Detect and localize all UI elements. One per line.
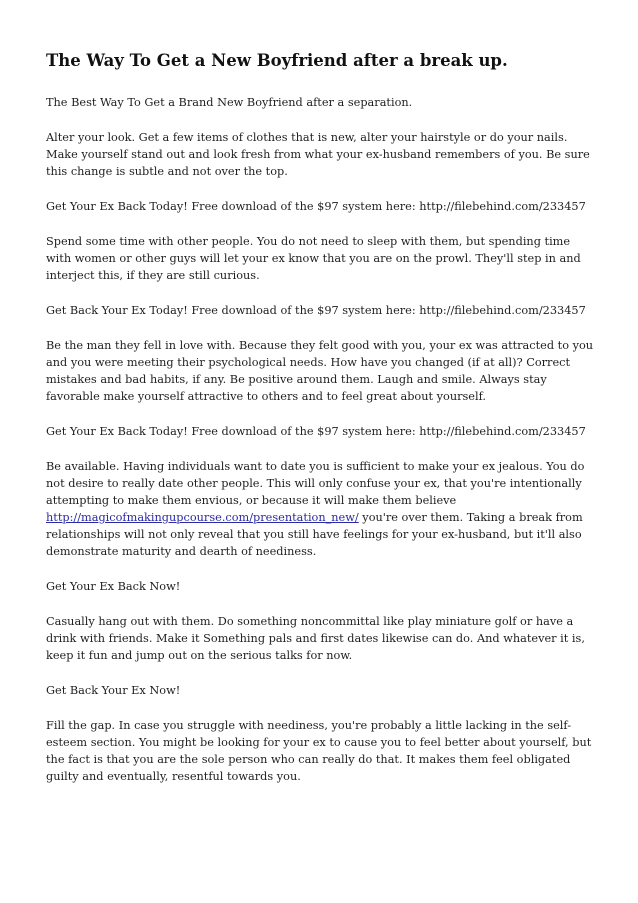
paragraph-get-back-ex-now: Get Back Your Ex Now! [46,684,181,697]
paragraph-get-ex-back-now: Get Your Ex Back Now! [46,580,181,593]
paragraph-promo-3: Get Your Ex Back Today! Free download of the $97 system here: http://filebehind.com/233457 [46,425,586,438]
paragraph-be-available-text-after: you're over them. Taking a break from relationships will not only reveal that you still have feelings for your ex-husband, but it'll also demonstrate maturity and dearth of neediness. [46,511,583,558]
document-page [46,50,594,803]
paragraph-alter-look: Alter your look. Get a few items of clothes that is new, alter your hairstyle or do your nails. Make yourself stand out and look fresh from what your ex-husband remembers of you. Be sure this change is subtle and not over the top. [46,131,590,178]
paragraph-spend-time: Spend some time with other people. You do not need to sleep with them, but spending time with women or other guys will let your ex know that you are on the prowl. They'll step in and interject this, if they are still curious. [46,235,581,282]
paragraph-be-available-text-before: Be available. Having individuals want to date you is sufficient to make your ex jealous. You do not desire to really date other people. This will only confuse your ex, that you're intentionally attempting to make them envious, or because it will make them believe [46,460,585,507]
paragraph-promo-2: Get Back Your Ex Today! Free download of the $97 system here: http://filebehind.com/233457 [46,304,586,317]
presentation-link[interactable]: http://magicofmakingupcourse.com/presentation_new/ [46,511,359,524]
paragraph-be-the-man: Be the man they fell in love with. Because they felt good with you, your ex was attracted to you and you were meeting their psychological needs. How have you changed (if at all)? Correct mistakes and bad habits, if any. Be positive around them. Laugh and smile. Always stay favorable make yourself attractive to others and to feel great about yourself. [46,339,594,403]
paragraph-promo-1: Get Your Ex Back Today! Free download of the $97 system here: http://filebehind.com/233457 [46,200,586,213]
document-title: The Way To Get a New Boyfriend after a break up. [46,51,508,70]
paragraph-intro: The Best Way To Get a Brand New Boyfriend after a separation. [46,96,413,109]
paragraph-be-available [46,458,594,560]
paragraph-hang-out: Casually hang out with them. Do something noncommittal like play miniature golf or have a drink with friends. Make it Something pals and first dates likewise can do. And whatever it is, keep it fun and jump out on the serious talks for now. [46,615,585,662]
paragraph-fill-the-gap: Fill the gap. In case you struggle with neediness, you're probably a little lacking in the self-esteem section. You might be looking for your ex to cause you to feel better about yourself, but the fact is that you are the sole person who can really do that. It makes them feel obligated guilty and eventually, resentful towards you. [46,719,592,783]
